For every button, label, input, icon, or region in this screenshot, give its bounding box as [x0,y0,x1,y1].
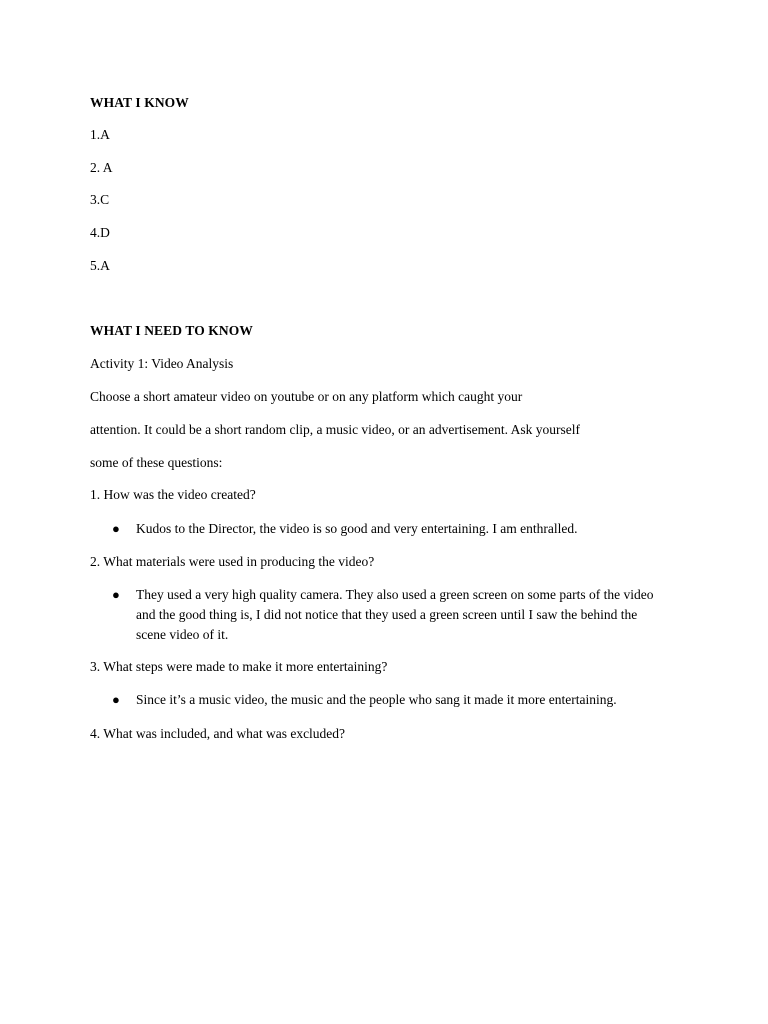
bullet-icon: ● [112,521,120,536]
answer-2: 2. A [90,160,113,175]
instructions-line-1: Choose a short amateur video on youtube or on any platform which caught your [90,389,523,404]
answer-5: 5.A [90,258,110,273]
answer-3: 3.C [90,192,110,207]
answer-4: 4.D [90,225,110,240]
question-1: 1. How was the video created? [90,487,256,502]
bullet-icon: ● [112,692,120,707]
answer-1: 1.A [90,127,110,142]
question-3: 3. What steps were made to make it more entertaining? [90,659,388,674]
answer-text-3: Since it’s a music video, the music and the people who sang it made it more entertaining. [136,692,617,707]
answer-text-2: They used a very high quality camera. They also used a green screen on some parts of the video and the good thing is, I did not notice that they used a green screen until I saw the behind the scene video of it. [136,587,654,642]
what-i-know-heading: WHAT I KNOW [90,95,189,110]
bullet-icon: ● [112,587,120,602]
answer-text-1: Kudos to the Director, the video is so good and very entertaining. I am enthralled. [136,521,578,536]
instructions-line-2: attention. It could be a short random clip, a music video, or an advertisement. Ask yourself [90,422,581,437]
activity-title: Activity 1: Video Analysis [90,356,234,371]
instructions-line-3: some of these questions: [90,455,223,470]
what-i-need-to-know-heading: WHAT I NEED TO KNOW [90,323,253,338]
question-4: 4. What was included, and what was excluded? [90,726,346,741]
question-2: 2. What materials were used in producing the video? [90,554,375,569]
